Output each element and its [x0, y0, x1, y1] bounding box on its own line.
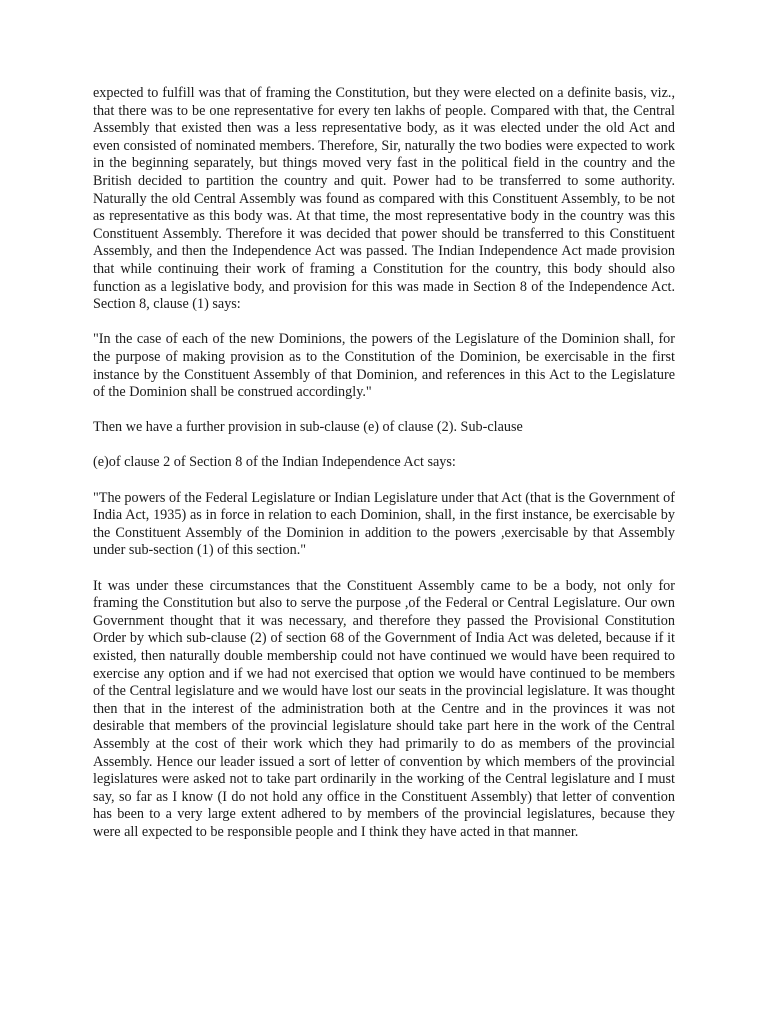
paragraph-1: expected to fulfill was that of framing the Constitution, but they were elected on a definite basis, viz., that there was to be one representative for every ten lakhs of people. Compared with that, the Central Assembly that existed then was a less representative body, as it was elected under the old Act and even consisted of nominated members. Therefore, Sir, naturally the two bodies were expected to work in the beginning separately, but things moved very fast in the political field in the country and the British decided to partition the country and quit. Power had to be transferred to some authority. Naturally the old Central Assembly was found as compared with this Constituent Assembly, to be not as representative as this body was. At that time, the most representative body in the country was this Constituent Assembly. Therefore it was decided that power should be transferred to this Constituent Assembly, and then the Independence Act was passed. The Indian Independence Act made provision that while continuing their work of framing a Constitution for the country, this body should also function as a legislative body, and provision for this was made in Section 8 of the Independence Act. Section 8, clause (1) says:: [93, 85, 675, 313]
document-page: [93, 85, 675, 859]
paragraph-6: It was under these circumstances that the Constituent Assembly came to be a body, not only for framing the Constitution but also to serve the purpose ,of the Federal or Central Legislature. Our own Government thought that it was necessary, and therefore they passed the Provisional Constitution Order by which sub-clause (2) of section 68 of the Government of India Act was deleted, because if it existed, then naturally double membership could not have continued we would have been required to exercise any option and if we had not exercised that option we would have continued to be members of the Central legislature and we would have lost our seats in the provincial legislature. It was thought then that in the interest of the administration both at the Centre and in the provinces it was not desirable that members of the provincial legislature should take part here in the work of the Central Assembly at the cost of their work which they had primarily to do as members of the provincial Assembly. Hence our leader issued a sort of letter of convention by which members of the provincial legislatures were asked not to take part ordinarily in the working of the Central legislature and I must say, so far as I know (I do not hold any office in the Constituent Assembly) that letter of convention has been to a very large extent adhered to by members of the provincial legislatures, because they were all expected to be responsible people and I think they have acted in that manner.: [93, 577, 675, 840]
paragraph-3: Then we have a further provision in sub-clause (e) of clause (2). Sub-clause: [93, 419, 523, 436]
paragraph-4: (e)of clause 2 of Section 8 of the Indian Independence Act says:: [93, 454, 456, 471]
paragraph-5-quote: "The powers of the Federal Legislature or Indian Legislature under that Act (that is the Government of India Act, 1935) as in force in relation to each Dominion, shall, in the first instance, be exercisable by the Constituent Assembly of the Dominion in addition to the powers ,exercisable by that Assembly under sub-section (1) of this section.": [93, 489, 675, 559]
paragraph-2-quote: "In the case of each of the new Dominions, the powers of the Legislature of the Dominion shall, for the purpose of making provision as to the Constitution of the Dominion, be exercisable in the first instance by the Constituent Assembly of that Dominion, and references in this Act to the Legislature of the Dominion shall be construed accordingly.": [93, 331, 675, 401]
